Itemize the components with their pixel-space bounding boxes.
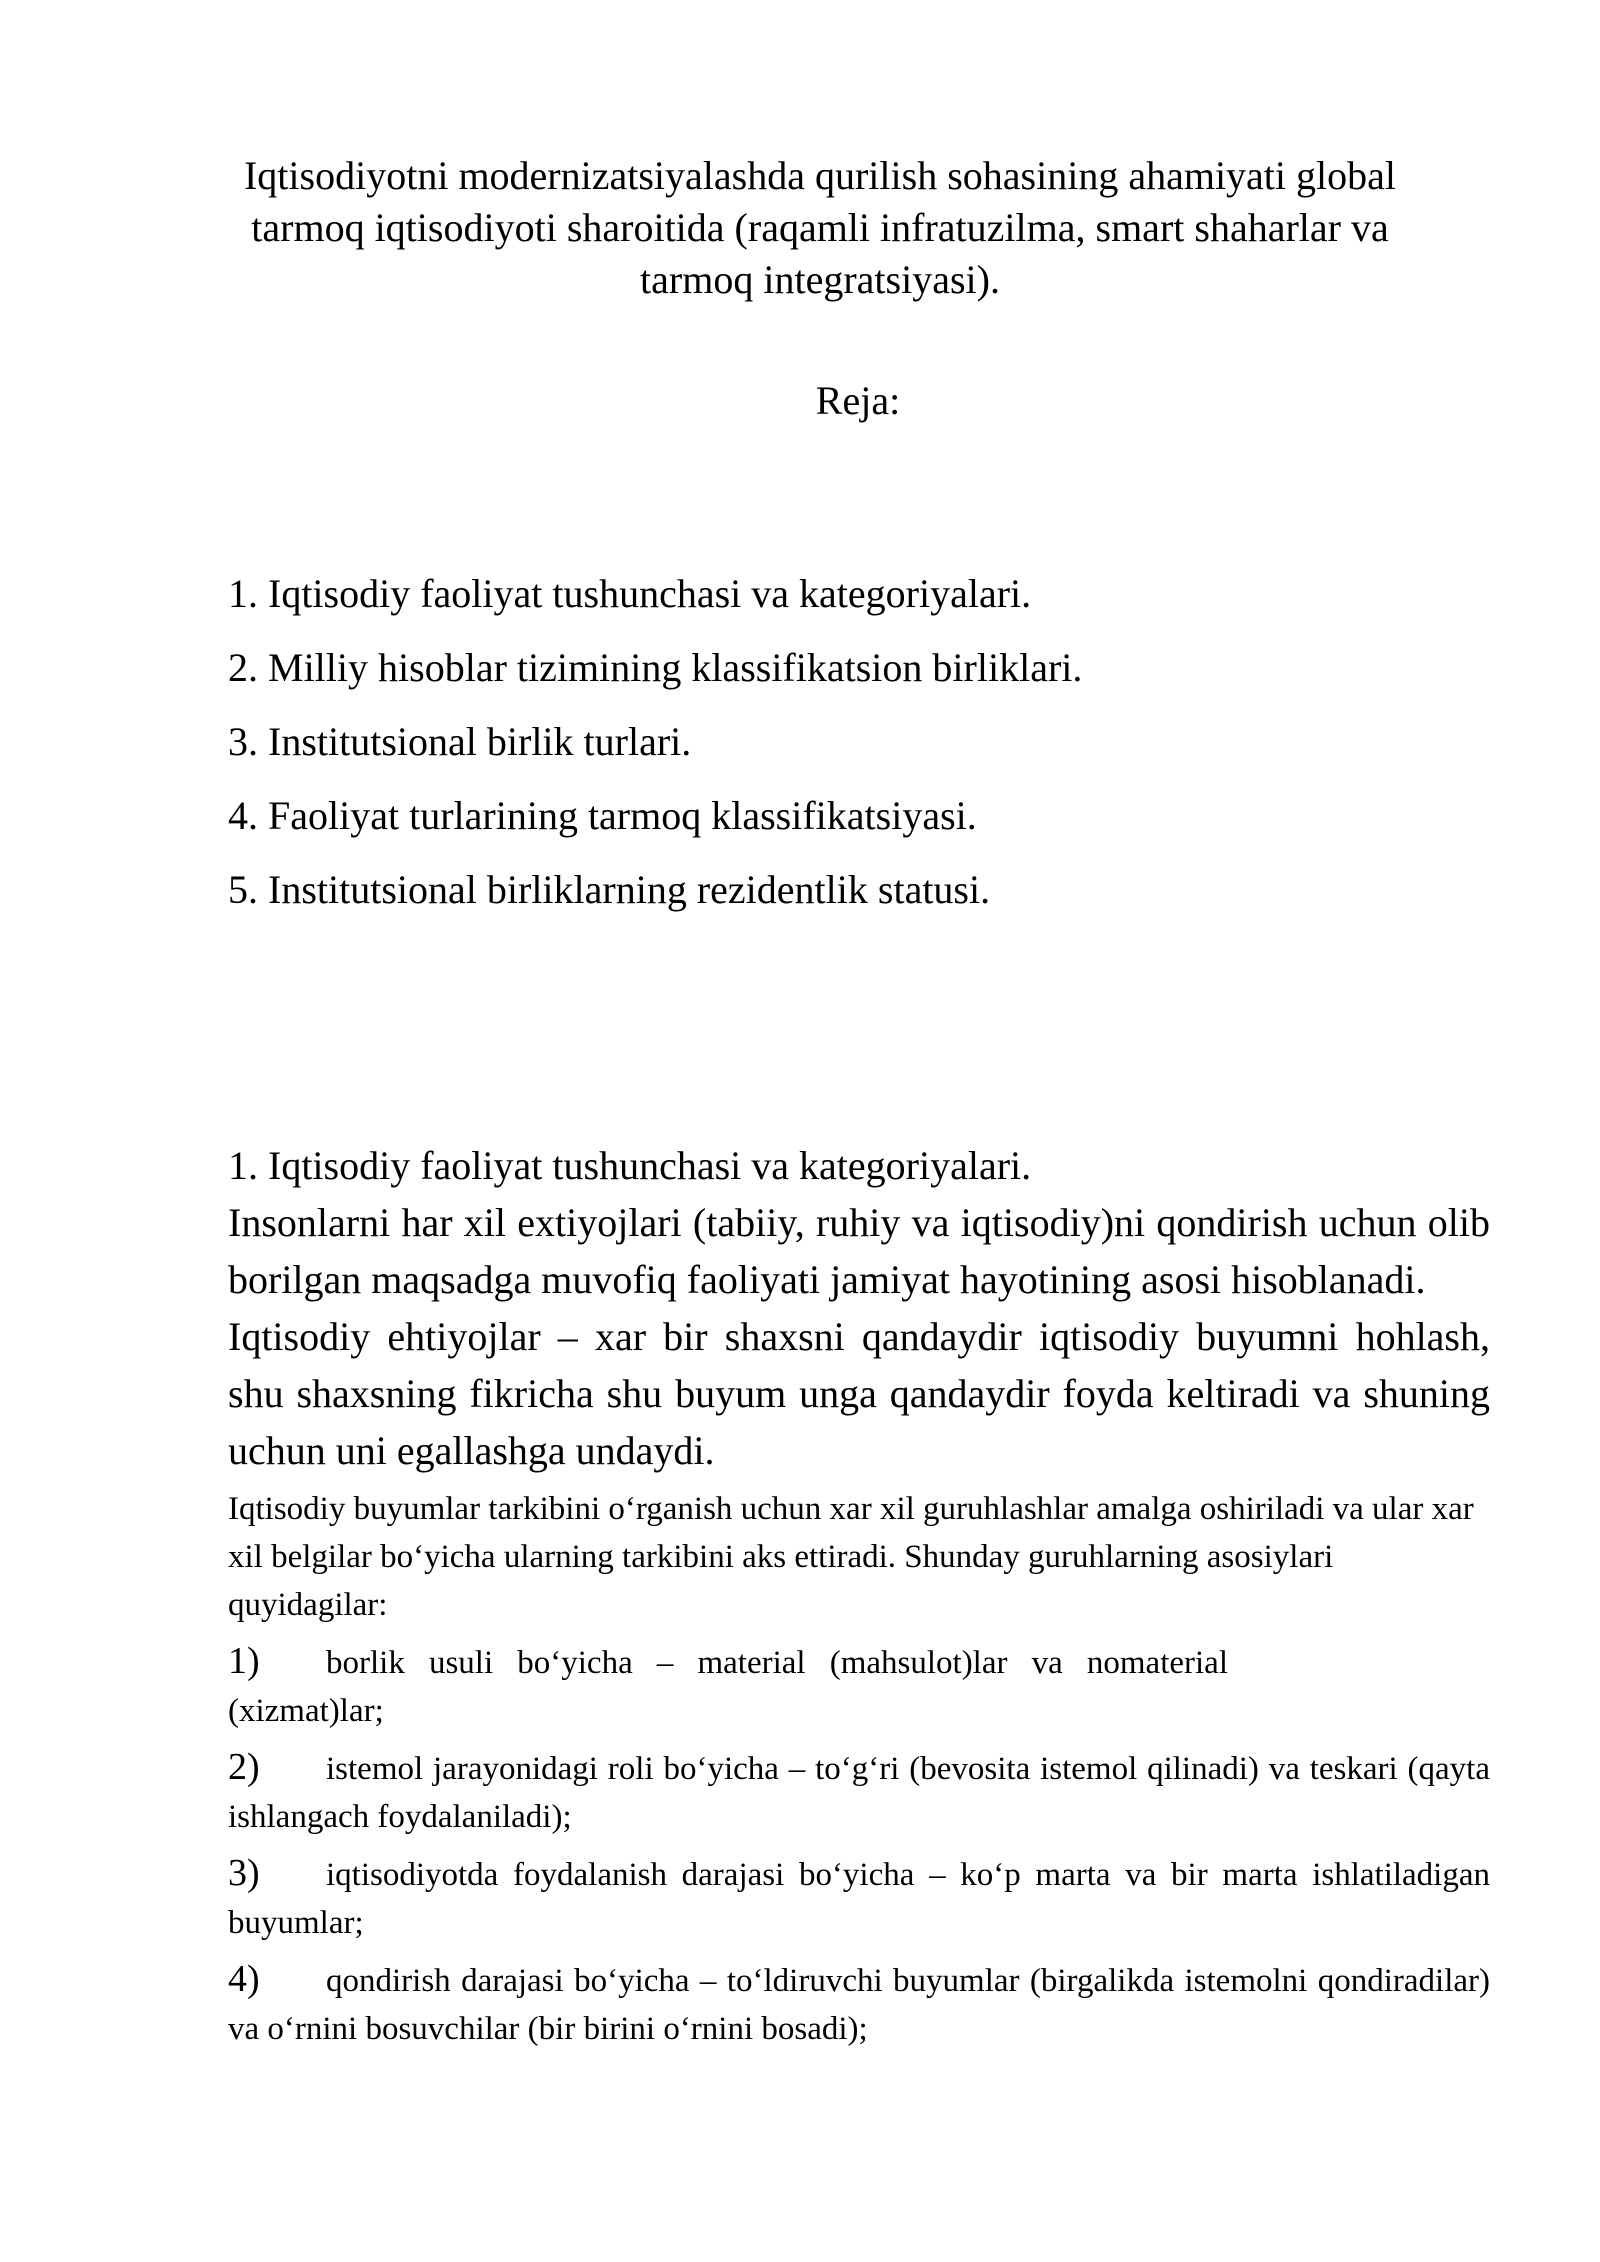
- paragraph-economic-needs: Iqtisodiy ehtiyojlar – xar bir shaxsni qandaydir iqtisodiy buyumni hohlash, shu shaxsning fikricha shu buyum unga qandaydir foyda keltiradi va shuning uchun uni egallashga undaydi.: [228, 1314, 1490, 1473]
- plan-item: 1. Iqtisodiy faoliyat tushunchasi va kategoriyalari.: [228, 571, 1032, 616]
- list-item: [228, 1849, 1490, 1947]
- plan-list: [228, 568, 1082, 938]
- plan-item: 5. Institutsional birliklarning rezidentlik statusi.: [228, 867, 991, 912]
- plan-item: 3. Institutsional birlik turlari.: [228, 719, 692, 764]
- list-item: [228, 1743, 1490, 1841]
- list-item-text: istemol jarayonidagi roli bo‘yicha – to‘g‘ri (bevosita istemol qilinadi) va teskari (qayta ishlangach foydalaniladi);: [228, 1751, 1490, 1835]
- list-item-number: 1): [228, 1640, 260, 1682]
- list-item: [228, 1955, 1490, 2053]
- list-item-number: 3): [228, 1852, 260, 1894]
- list-item-number: 2): [228, 1746, 260, 1788]
- list-item-number: 4): [228, 1958, 260, 2000]
- document-title: Iqtisodiyotni modernizatsiyalashda qurilish sohasining ahamiyati global tarmoq iqtisodiyoti sharoitida (raqamli infratuzilma, smart shaharlar va tarmoq integratsiyasi).: [243, 153, 1397, 302]
- plan-item: 2. Milliy hisoblar tizimining klassifikatsion birliklari.: [228, 645, 1083, 690]
- plan-item: 4. Faoliyat turlarining tarmoq klassifikatsiyasi.: [228, 793, 977, 838]
- plan-heading: Reja:: [815, 378, 901, 423]
- section-heading: 1. Iqtisodiy faoliyat tushunchasi va kategoriyalari.: [228, 1143, 1032, 1188]
- paragraph-needs-activity: Insonlarni har xil extiyojlari (tabiiy, ruhiy va iqtisodiy)ni qondirish uchun olib borilgan maqsadga muvofiq faoliyati jamiyat hayotining asosi hisoblanadi.: [228, 1200, 1490, 1302]
- list-item: [228, 1637, 1228, 1735]
- paragraph-goods-grouping: Iqtisodiy buyumlar tarkibini o‘rganish uchun xar xil guruhlashlar amalga oshiriladi va ular xar xil belgilar bo‘yicha ularning tarkibini aks ettiradi. Shunday guruhlarning asosiylari quyidagilar:: [228, 1491, 1474, 1623]
- list-item-text: borlik usuli bo‘yicha – material (mahsulot)lar va nomaterial (xizmat)lar;: [228, 1645, 1228, 1729]
- list-item-text: iqtisodiyotda foydalanish darajasi bo‘yicha – ko‘p marta va bir marta ishlatiladigan buyumlar;: [228, 1857, 1490, 1941]
- list-item-text: qondirish darajasi bo‘yicha – to‘ldiruvchi buyumlar (birgalikda istemolni qondiradilar) va o‘rnini bosuvchilar (bir birini o‘rnini bosadi);: [228, 1963, 1490, 2047]
- section-body: [228, 1138, 1490, 2053]
